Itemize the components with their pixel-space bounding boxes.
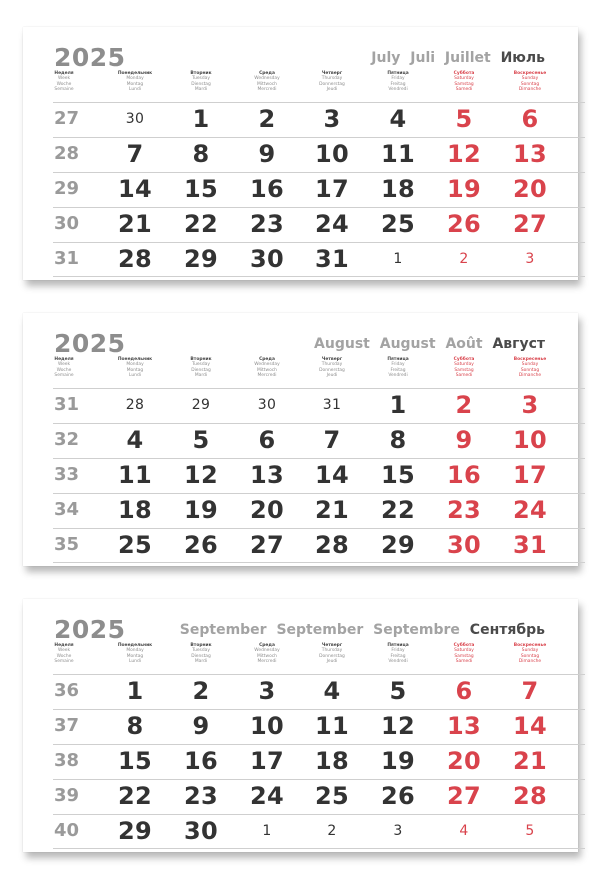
weekday-header-thu (297, 71, 367, 92)
day-cell-adjacent-month: 3 (525, 251, 535, 267)
weekday-header-sun (495, 643, 565, 664)
day-cell: 31 (513, 531, 547, 559)
weekday-label-en: Saturday (454, 362, 474, 368)
weekday-label-ru: Вторник (190, 643, 212, 648)
row-divider (53, 242, 585, 243)
weekday-header-fri (363, 71, 433, 92)
weekday-label-de: Freitag (390, 653, 406, 659)
weekday-label-en: Saturday (454, 76, 474, 82)
weekday-label-ru: Четверг (321, 71, 343, 76)
day-cell: 13 (513, 140, 547, 168)
weekday-label-de: Dienstag (191, 653, 211, 659)
day-cell: 6 (521, 105, 539, 133)
day-cell: 21 (315, 496, 349, 524)
day-cell: 17 (315, 175, 349, 203)
day-cell: 23 (184, 782, 218, 810)
day-cell: 18 (315, 747, 349, 775)
weekday-label-fr: Mardi (194, 658, 208, 664)
weekday-header-wed (232, 357, 302, 378)
day-cell: 10 (513, 426, 547, 454)
weekday-label-en: Monday (126, 648, 144, 654)
month-name-fr: Août (445, 336, 483, 352)
weekday-label-de: Woche (56, 81, 72, 87)
day-cell: 4 (323, 677, 341, 705)
day-cell: 2 (455, 391, 473, 419)
day-cell-adjacent-month: 5 (525, 823, 535, 839)
weekday-label-en: Friday (391, 648, 405, 654)
weekday-label-de: Mittwoch (257, 367, 277, 373)
weekday-label-ru: Понедельник (117, 71, 153, 76)
day-cell-adjacent-month: 4 (459, 823, 469, 839)
day-cell: 26 (447, 210, 481, 238)
day-cell: 29 (381, 531, 415, 559)
weekday-label-en: Thursday (321, 362, 343, 368)
day-cell: 11 (315, 712, 349, 740)
week-number: 40 (54, 820, 80, 841)
weekday-label-de: Mittwoch (257, 653, 277, 659)
week-number: 27 (54, 108, 80, 129)
week-number: 31 (54, 248, 80, 269)
day-cell: 19 (381, 747, 415, 775)
day-cell: 8 (126, 712, 144, 740)
row-divider (53, 423, 585, 424)
day-cell: 21 (513, 747, 547, 775)
weekday-label-en: Saturday (454, 648, 474, 654)
weekday-label-fr: Jeudi (326, 86, 338, 92)
weekday-label-ru: Неделя (54, 71, 74, 76)
day-cell: 9 (258, 140, 276, 168)
day-cell: 6 (455, 677, 473, 705)
day-cell: 6 (258, 426, 276, 454)
month-name-en: September (179, 622, 267, 638)
weekday-header-sun (495, 357, 565, 378)
day-cell: 10 (315, 140, 349, 168)
row-divider (53, 207, 585, 208)
week-number: 29 (54, 178, 80, 199)
weekday-label-ru: Воскресенье (513, 71, 547, 76)
weekday-header-fri (363, 357, 433, 378)
weekday-label-de: Montag (126, 81, 144, 87)
year-label: 2025 (54, 43, 126, 72)
day-cell: 12 (184, 461, 218, 489)
weekday-label-de: Samstag (454, 367, 474, 373)
day-cell: 28 (118, 245, 152, 273)
day-cell: 15 (184, 175, 218, 203)
day-cell: 20 (447, 747, 481, 775)
day-cell: 13 (447, 712, 481, 740)
weekday-label-en: Monday (126, 76, 144, 82)
day-cell-adjacent-month: 30 (257, 397, 277, 413)
row-divider (53, 814, 585, 815)
day-cell: 2 (258, 105, 276, 133)
weekday-header-fri (363, 643, 433, 664)
day-cell: 25 (315, 782, 349, 810)
weekday-header-sat (429, 357, 499, 378)
weekday-header-mon (100, 71, 170, 92)
day-cell: 5 (389, 677, 407, 705)
day-cell: 2 (192, 677, 210, 705)
weekday-label-fr: Semaine (54, 372, 74, 378)
row-divider (53, 493, 585, 494)
month-name-fr: Septembre (373, 622, 460, 638)
day-cell-adjacent-month: 3 (393, 823, 403, 839)
weekday-label-ru: Понедельник (117, 643, 153, 648)
day-cell: 8 (389, 426, 407, 454)
month-names (309, 336, 545, 352)
week-number: 31 (54, 394, 80, 415)
weekday-label-de: Sonntag (520, 653, 540, 659)
day-cell: 19 (184, 496, 218, 524)
weekday-header-tue (166, 643, 236, 664)
day-cell: 23 (447, 496, 481, 524)
day-cell: 1 (192, 105, 210, 133)
weekday-header-mon (100, 643, 170, 664)
week-number: 37 (54, 715, 80, 736)
weekday-label-ru: Неделя (54, 357, 74, 362)
row-divider (53, 388, 585, 389)
day-cell: 24 (513, 496, 547, 524)
weekday-label-en: Week (57, 648, 71, 654)
day-cell: 14 (315, 461, 349, 489)
week-number: 28 (54, 143, 80, 164)
weekday-header-week (29, 357, 99, 378)
calendar-card-september (23, 599, 578, 852)
weekday-label-en: Friday (391, 76, 405, 82)
weekday-label-ru: Суббота (453, 71, 475, 76)
row-divider (53, 528, 585, 529)
weekday-label-de: Freitag (390, 367, 406, 373)
weekday-label-ru: Вторник (190, 71, 212, 76)
day-cell: 28 (513, 782, 547, 810)
weekday-label-de: Sonntag (520, 81, 540, 87)
weekday-label-de: Donnerstag (319, 653, 345, 659)
weekday-label-ru: Воскресенье (513, 643, 547, 648)
row-divider (53, 562, 585, 563)
weekday-label-fr: Mercredi (257, 658, 277, 664)
weekday-header-wed (232, 71, 302, 92)
week-number: 34 (54, 499, 80, 520)
day-cell: 29 (118, 817, 152, 845)
day-cell: 18 (118, 496, 152, 524)
day-cell-adjacent-month: 28 (125, 397, 145, 413)
day-cell: 11 (118, 461, 152, 489)
weekday-header-mon (100, 357, 170, 378)
row-divider (53, 102, 585, 103)
weekday-label-en: Thursday (321, 76, 343, 82)
month-name-de: September (276, 622, 364, 638)
day-cell: 10 (250, 712, 284, 740)
weekday-label-de: Montag (126, 367, 144, 373)
day-cell: 13 (250, 461, 284, 489)
weekday-label-fr: Semaine (54, 86, 74, 92)
weekday-label-fr: Mardi (194, 86, 208, 92)
weekday-label-en: Tuesday (192, 362, 210, 368)
weekday-label-ru: Воскресенье (513, 357, 547, 362)
weekday-label-en: Week (57, 362, 71, 368)
day-cell: 16 (447, 461, 481, 489)
day-cell: 3 (258, 677, 276, 705)
month-names (175, 622, 545, 638)
row-divider (53, 779, 585, 780)
day-cell: 19 (447, 175, 481, 203)
day-cell: 27 (447, 782, 481, 810)
year-label: 2025 (54, 329, 126, 358)
day-cell: 27 (250, 531, 284, 559)
weekday-header-sun (495, 71, 565, 92)
day-cell-adjacent-month: 2 (459, 251, 469, 267)
row-divider (53, 848, 585, 849)
weekday-label-en: Friday (391, 362, 405, 368)
row-divider (53, 137, 585, 138)
day-cell: 22 (118, 782, 152, 810)
day-cell: 3 (521, 391, 539, 419)
day-cell: 27 (513, 210, 547, 238)
weekday-label-de: Woche (56, 367, 72, 373)
day-cell: 28 (315, 531, 349, 559)
weekday-label-en: Wednesday (254, 648, 280, 654)
day-cell: 7 (521, 677, 539, 705)
weekday-label-de: Donnerstag (319, 81, 345, 87)
month-name-ru: Август (492, 336, 545, 352)
row-divider (53, 172, 585, 173)
row-divider (53, 458, 585, 459)
day-cell: 20 (250, 496, 284, 524)
day-cell: 3 (323, 105, 341, 133)
weekday-label-en: Sunday (521, 76, 539, 82)
day-cell: 11 (381, 140, 415, 168)
weekday-label-fr: Jeudi (326, 658, 338, 664)
day-cell-adjacent-month: 1 (262, 823, 272, 839)
weekday-label-ru: Среда (259, 71, 275, 76)
day-cell: 25 (118, 531, 152, 559)
row-divider (53, 709, 585, 710)
day-cell: 14 (118, 175, 152, 203)
day-cell: 17 (250, 747, 284, 775)
weekday-label-de: Montag (126, 653, 144, 659)
weekday-label-ru: Пятница (387, 643, 409, 648)
weekday-label-de: Sonntag (520, 367, 540, 373)
weekday-label-fr: Mardi (194, 372, 208, 378)
day-cell-adjacent-month: 29 (191, 397, 211, 413)
weekday-label-ru: Среда (259, 643, 275, 648)
weekday-label-fr: Samedi (455, 372, 473, 378)
month-name-en: August (314, 336, 370, 352)
day-cell: 24 (315, 210, 349, 238)
weekday-label-de: Samstag (454, 653, 474, 659)
weekday-label-ru: Суббота (453, 357, 475, 362)
day-cell: 12 (447, 140, 481, 168)
weekday-header-week (29, 71, 99, 92)
week-number: 38 (54, 750, 80, 771)
weekday-header-sat (429, 643, 499, 664)
day-cell: 22 (381, 496, 415, 524)
day-cell: 12 (381, 712, 415, 740)
weekday-header-week (29, 643, 99, 664)
day-cell: 23 (250, 210, 284, 238)
day-cell: 29 (184, 245, 218, 273)
day-cell: 25 (381, 210, 415, 238)
weekday-label-fr: Vendredi (388, 372, 408, 378)
weekday-label-de: Dienstag (191, 367, 211, 373)
day-cell: 9 (455, 426, 473, 454)
weekday-label-en: Wednesday (254, 362, 280, 368)
weekday-label-de: Dienstag (191, 81, 211, 87)
weekday-label-ru: Суббота (453, 643, 475, 648)
week-number: 39 (54, 785, 80, 806)
day-cell: 17 (513, 461, 547, 489)
weekday-label-ru: Неделя (54, 643, 74, 648)
day-cell: 9 (192, 712, 210, 740)
month-name-de: August (379, 336, 436, 352)
weekday-label-fr: Semaine (54, 658, 74, 664)
day-cell: 4 (389, 105, 407, 133)
day-cell-adjacent-month: 30 (125, 111, 145, 127)
day-cell: 16 (184, 747, 218, 775)
month-name-ru: Сентябрь (469, 622, 545, 638)
day-cell: 15 (381, 461, 415, 489)
weekday-label-de: Donnerstag (319, 367, 345, 373)
weekday-label-ru: Четверг (321, 357, 343, 362)
month-name-fr: Juillet (444, 50, 491, 66)
day-cell: 20 (513, 175, 547, 203)
day-cell: 30 (184, 817, 218, 845)
row-divider (53, 674, 585, 675)
day-cell: 30 (250, 245, 284, 273)
weekday-label-en: Tuesday (192, 76, 210, 82)
weekday-header-thu (297, 643, 367, 664)
calendar-card-july (23, 27, 578, 280)
weekday-header-thu (297, 357, 367, 378)
weekday-label-de: Woche (56, 653, 72, 659)
weekday-label-fr: Dimanche (518, 372, 542, 378)
month-name-de: Juli (410, 50, 436, 66)
weekday-label-en: Week (57, 76, 71, 82)
week-number: 36 (54, 680, 80, 701)
weekday-label-en: Tuesday (192, 648, 210, 654)
weekday-header-tue (166, 357, 236, 378)
day-cell-adjacent-month: 31 (322, 397, 342, 413)
weekday-label-ru: Пятница (387, 357, 409, 362)
weekday-label-ru: Четверг (321, 643, 343, 648)
weekday-label-ru: Понедельник (117, 357, 153, 362)
weekday-label-ru: Вторник (190, 357, 212, 362)
day-cell: 14 (513, 712, 547, 740)
day-cell: 31 (315, 245, 349, 273)
weekday-header-wed (232, 643, 302, 664)
day-cell-adjacent-month: 1 (393, 251, 403, 267)
weekday-label-de: Freitag (390, 81, 406, 87)
weekday-label-fr: Samedi (455, 658, 473, 664)
day-cell: 18 (381, 175, 415, 203)
day-cell: 21 (118, 210, 152, 238)
weekday-label-de: Mittwoch (257, 81, 277, 87)
weekday-label-fr: Vendredi (388, 658, 408, 664)
calendar-card-august (23, 313, 578, 566)
week-number: 32 (54, 429, 80, 450)
row-divider (53, 276, 585, 277)
weekday-label-en: Sunday (521, 648, 539, 654)
weekday-label-ru: Среда (259, 357, 275, 362)
weekday-label-fr: Dimanche (518, 658, 542, 664)
week-number: 35 (54, 534, 80, 555)
row-divider (53, 744, 585, 745)
day-cell: 24 (250, 782, 284, 810)
month-name-ru: Июль (500, 50, 545, 66)
day-cell-adjacent-month: 2 (327, 823, 337, 839)
day-cell: 8 (192, 140, 210, 168)
weekday-label-fr: Mercredi (257, 372, 277, 378)
day-cell: 7 (323, 426, 341, 454)
weekday-label-fr: Lundi (129, 86, 141, 92)
day-cell: 5 (455, 105, 473, 133)
day-cell: 5 (192, 426, 210, 454)
weekday-label-fr: Mercredi (257, 86, 277, 92)
weekday-label-en: Thursday (321, 648, 343, 654)
weekday-label-en: Sunday (521, 362, 539, 368)
week-number: 33 (54, 464, 80, 485)
day-cell: 1 (389, 391, 407, 419)
day-cell: 16 (250, 175, 284, 203)
day-cell: 26 (184, 531, 218, 559)
weekday-header-sat (429, 71, 499, 92)
weekday-header-tue (166, 71, 236, 92)
day-cell: 30 (447, 531, 481, 559)
weekday-label-fr: Jeudi (326, 372, 338, 378)
day-cell: 1 (126, 677, 144, 705)
week-number: 30 (54, 213, 80, 234)
weekday-label-fr: Dimanche (518, 86, 542, 92)
weekday-label-fr: Lundi (129, 372, 141, 378)
year-label: 2025 (54, 615, 126, 644)
weekday-label-ru: Пятница (387, 71, 409, 76)
weekday-label-fr: Vendredi (388, 86, 408, 92)
weekday-label-en: Wednesday (254, 76, 280, 82)
day-cell: 7 (126, 140, 144, 168)
weekday-label-fr: Lundi (129, 658, 141, 664)
month-name-en: July (371, 50, 401, 66)
weekday-label-de: Samstag (454, 81, 474, 87)
weekday-label-fr: Samedi (455, 86, 473, 92)
day-cell: 22 (184, 210, 218, 238)
day-cell: 15 (118, 747, 152, 775)
weekday-label-en: Monday (126, 362, 144, 368)
month-names (366, 50, 545, 66)
day-cell: 4 (126, 426, 144, 454)
day-cell: 26 (381, 782, 415, 810)
